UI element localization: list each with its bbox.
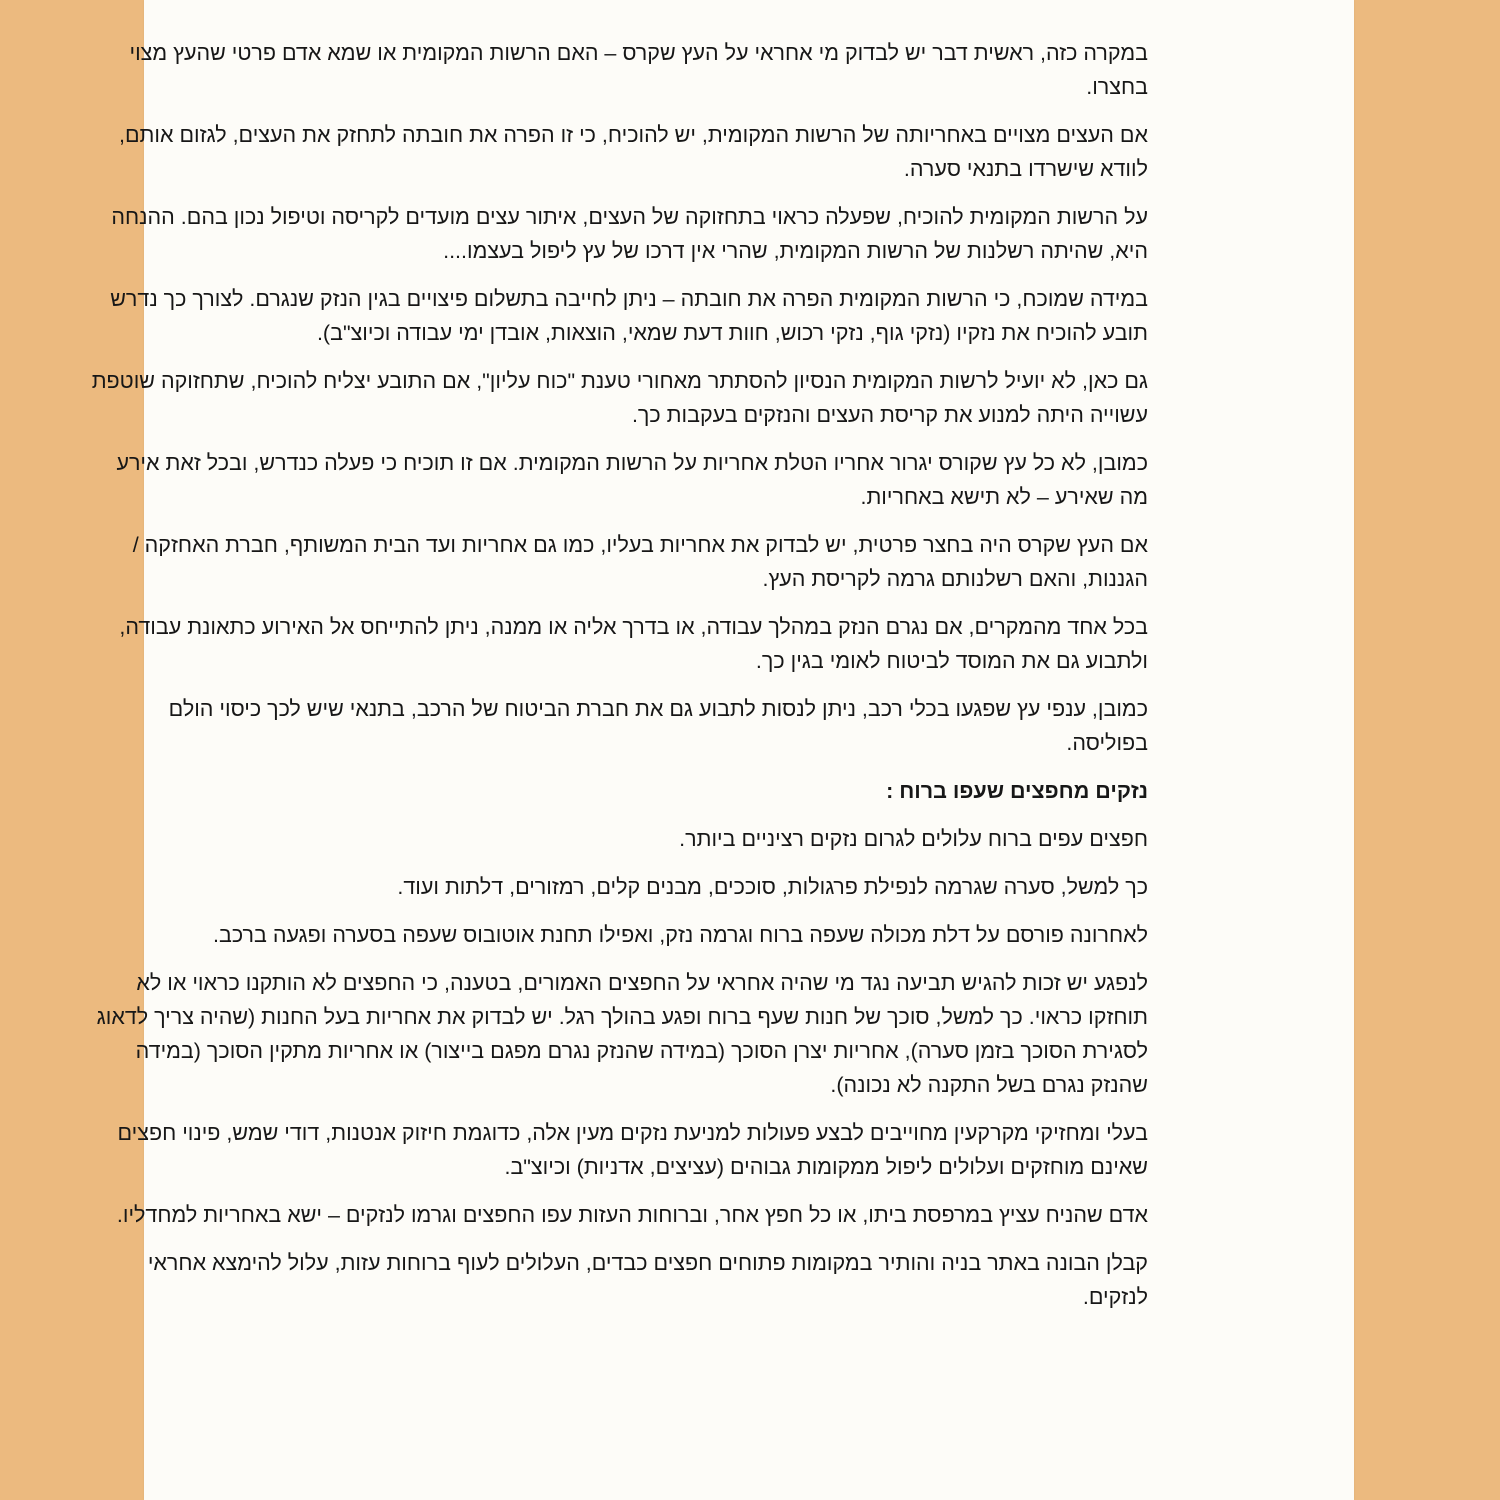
paragraph: חפצים עפים ברוח עלולים לגרום נזקים רציניים ביותר.: [679, 827, 1148, 851]
paragraph: על הרשות המקומית להוכיח, שפעלה כראוי בתחזוקה של העצים, איתור עצים מועדים לקריסה וטיפול נכון בהם. ההנחה היא, שהיתה רשלנות של הרשות המקומית, שהרי אין דרכו של עץ ליפול בעצמו....: [111, 205, 1148, 263]
paragraph: אדם שהניח עציץ במרפסת ביתו, או כל חפץ אחר, וברוחות העזות עפו החפצים וגרמו לנזקים – ישא באחריות למחדליו.: [116, 1203, 1148, 1227]
paragraph: במידה שמוכח, כי הרשות המקומית הפרה את חובתה – ניתן לחייבה בתשלום פיצויים בגין הנזק שנגרם. לצורך כך נדרש תובע להוכיח את נזקיו (נזקי גוף, נזקי רכוש, חוות דעת שמאי, הוצאות, אובדן ימי עבודה וכיוצ"ב).: [110, 287, 1148, 345]
paragraph: כך למשל, סערה שגרמה לנפילת פרגולות, סוככים, מבנים קלים, רמזורים, דלתות ועוד.: [397, 875, 1148, 899]
paragraph: בעלי ומחזיקי מקרקעין מחוייבים לבצע פעולות למניעת נזקים מעין אלה, כדוגמת חיזוק אנטנות, דודי שמש, פינוי חפצים שאינם מוחזקים ועלולים ליפול ממקומות גבוהים (עציצים, אדניות) וכיוצ"ב.: [117, 1121, 1148, 1179]
paragraph: קבלן הבונה באתר בניה והותיר במקומות פתוחים חפצים כבדים, העלולים לעוף ברוחות עזות, עלול להימצא אחראי לנזקים.: [147, 1251, 1148, 1309]
document-body: [88, 36, 1148, 1328]
paragraph: אם העצים מצויים באחריותה של הרשות המקומית, יש להוכיח, כי זו הפרה את חובתה לתחזק את העצים, לגזום אותם, לוודא שישרדו בתנאי סערה.: [118, 123, 1148, 181]
paragraph: במקרה כזה, ראשית דבר יש לבדוק מי אחראי על העץ שקרס – האם הרשות המקומית או שמא אדם פרטי שהעץ מצוי בחצרו.: [129, 41, 1148, 99]
paragraph: אם העץ שקרס היה בחצר פרטית, יש לבדוק את אחריות בעליו, כמו גם אחריות ועד הבית המשותף, חברת האחזקה / הגננות, והאם רשלנותם גרמה לקריסת העץ.: [132, 533, 1148, 591]
section-heading: נזקים מחפצים שעפו ברוח :: [886, 779, 1148, 803]
paragraph: לאחרונה פורסם על דלת מכולה שעפה ברוח וגרמה נזק, ואפילו תחנת אוטובוס שעפה בסערה ופגעה ברכב.: [213, 923, 1148, 947]
paragraph: בכל אחד מהמקרים, אם נגרם הנזק במהלך עבודה, או בדרך אליה או ממנה, ניתן להתייחס אל האירוע כתאונת עבודה, ולתבוע גם את המוסד לביטוח לאומי בגין כך.: [119, 615, 1148, 673]
paragraph: גם כאן, לא יועיל לרשות המקומית הנסיון להסתתר מאחורי טענת "כוח עליון", אם התובע יצליח להוכיח, שתחזוקה שוטפת עשוייה היתה למנוע את קריסת העצים והנזקים בעקבות כך.: [91, 369, 1148, 427]
paragraph: כמובן, ענפי עץ שפגעו בכלי רכב, ניתן לנסות לתבוע גם את חברת הביטוח של הרכב, בתנאי שיש לכך כיסוי הולם בפוליסה.: [168, 697, 1148, 755]
paragraph: לנפגע יש זכות להגיש תביעה נגד מי שהיה אחראי על החפצים האמורים, בטענה, כי החפצים לא הותקנו כראוי או לא תוחזקו כראוי. כך למשל, סוכך של חנות שעף ברוח ופגע בהולך רגל. יש לבדוק את אחריות בעל החנות (שהיה צריך לדאוג לסגירת הסוכך בזמן סערה), אחריות יצרן הסוכך (במידה שהנזק נגרם מפגם בייצור) או אחריות מתקין הסוכך (במידה שהנזק נגרם בשל התקנה לא נכונה).: [96, 971, 1148, 1097]
document-page: [91, 0, 1354, 1500]
paragraph: כמובן, לא כל עץ שקורס יגרור אחריו הטלת אחריות על הרשות המקומית. אם זו תוכיח כי פעלה כנדרש, ובכל זאת אירע מה שאירע – לא תישא באחריות.: [116, 451, 1148, 509]
